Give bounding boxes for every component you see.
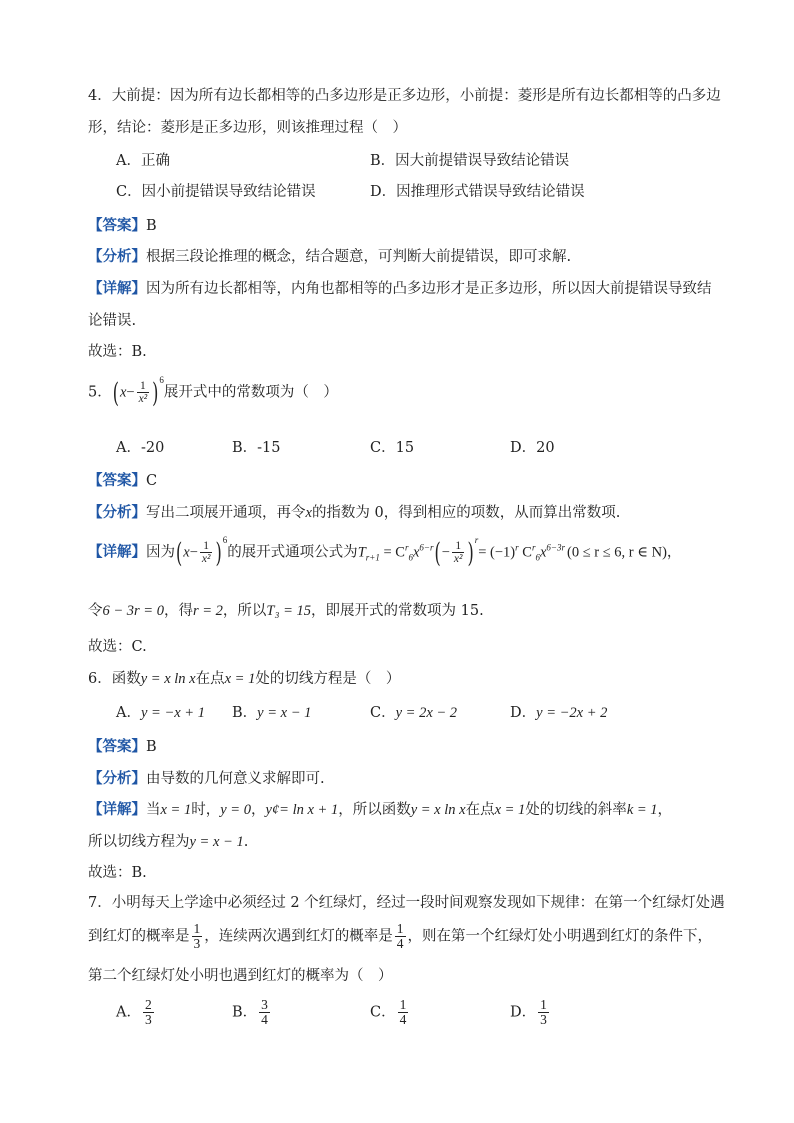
analysis-text: 由导数的几何意义求解即可. [146, 771, 325, 787]
fraction-denominator: x² [453, 553, 463, 566]
q7-option-d [510, 998, 551, 1027]
q6-stem-text-2: 在点 [195, 671, 225, 687]
q6-detail-line2 [88, 830, 248, 851]
detail-text: 所以切线方程为 [88, 834, 190, 850]
paren-open: ( [176, 536, 183, 569]
q4-conclusion: 故选：B. [88, 344, 147, 360]
q7-stem-line3: 第二个红绿灯处小明也遇到红灯的概率为（ ） [88, 968, 393, 984]
fraction-numerator: 1 [396, 921, 404, 936]
detail-fraction [200, 540, 213, 565]
answer-tag: 【答案】 [88, 217, 146, 234]
q6-detail-line1 [88, 798, 672, 819]
q6-answer [88, 735, 157, 756]
option-label: D． [510, 705, 537, 721]
detail-text-2: 的展开式通项公式为 [227, 544, 358, 561]
paren-open: ( [434, 536, 441, 569]
formula-x2-exp: 6−3r [546, 542, 565, 553]
analysis-tag: 【分析】 [88, 504, 146, 521]
step-text-4: ，即展开式的常数项为 15. [311, 603, 484, 619]
detail-eq: y = x − 1 [189, 834, 244, 850]
q5-stem-text: 展开式中的常数项为（ ） [163, 384, 338, 401]
fraction-denominator: 3 [144, 1012, 152, 1028]
formula-minus: − [441, 544, 450, 561]
q7-text: 到红灯的概率是 [88, 928, 190, 945]
detail-text-6: 处的切线的斜率 [525, 802, 627, 818]
fraction-denominator: 4 [396, 936, 404, 952]
formula-rhs: = (−1) [478, 544, 516, 561]
q6-option-b [232, 701, 311, 722]
formula-c-sup: r [404, 542, 409, 553]
detail-tag: 【详解】 [88, 280, 146, 297]
fraction-denominator: 4 [399, 1012, 407, 1028]
fraction-denominator: x² [138, 393, 148, 406]
q7-text-2: ，连续两次遇到红灯的概率是 [204, 928, 393, 945]
detail-text-5: 在点 [465, 802, 495, 818]
option-expr: y = −2x + 2 [536, 705, 608, 721]
detail-text-2: . [243, 834, 249, 850]
option-fraction [143, 998, 154, 1027]
answer-value: B [146, 739, 157, 755]
option-fraction [259, 998, 270, 1027]
analysis-text-2: 的指数为 0，得到相应的项数，从而算出常数项. [311, 505, 621, 521]
q5-fraction [137, 380, 150, 405]
fraction-numerator: 1 [140, 380, 146, 392]
detail-tag: 【详解】 [88, 543, 146, 561]
fraction-numerator: 1 [455, 540, 462, 552]
fraction-denominator: 4 [261, 1012, 268, 1028]
q6-option-c [370, 701, 457, 722]
formula-c2-sub: 6 [535, 552, 540, 563]
paren-open: ( [112, 376, 119, 409]
q5-number: 5． [88, 384, 112, 401]
formula-c2-sup: r [531, 542, 536, 553]
detail-text: 当 [146, 802, 161, 818]
q5-detail-line1 [88, 534, 682, 569]
formula-fraction [452, 540, 465, 565]
answer-tag: 【答案】 [88, 738, 146, 755]
q6-stem-text-3: 处的切线方程是（ ） [255, 671, 401, 687]
q4-stem-line1: 4．大前提：因为所有边长都相等的凸多边形是正多边形，小前提：菱形是所有边长都相等的凸多边 [88, 88, 721, 104]
analysis-text: 写出二项展开通项，再令 [146, 505, 306, 521]
option-fraction [538, 998, 549, 1027]
q7-text-3: ，则在第一个红绿灯处小明遇到红灯的条件下， [407, 928, 712, 945]
q5-option-b: B．-15 [232, 440, 281, 456]
detail-text-7: ， [657, 802, 673, 818]
q5-option-d: D．20 [510, 440, 555, 456]
detail-x1: x = 1 [160, 802, 192, 818]
formula-cond: (0 ≤ r ≤ 6, r ∈ N)， [566, 544, 682, 561]
detail-x: x [183, 544, 190, 561]
q5-analysis [88, 501, 620, 522]
q4-option-a: A．正确 [116, 153, 170, 169]
fraction-denominator: 3 [540, 1012, 547, 1028]
q6-option-d [510, 701, 607, 722]
q7-fraction-1 [192, 922, 203, 951]
step-text-3: ，所以 [222, 603, 267, 619]
detail-minus: − [189, 544, 198, 561]
option-expr: y = 2x − 2 [395, 705, 458, 721]
q7-option-a [116, 998, 156, 1027]
formula-c2: C [518, 544, 532, 561]
q6-func: y = x ln x [140, 671, 196, 687]
q5-option-c: C．15 [370, 440, 415, 456]
q6-analysis [88, 767, 325, 788]
analysis-text: 根据三段论推理的概念，结合题意，可判断大前提错误，即可求解. [146, 249, 572, 265]
q7-option-b [232, 998, 272, 1027]
option-label: C． [370, 705, 396, 721]
analysis-var: x [305, 505, 312, 521]
formula-x2: x [539, 544, 547, 561]
option-label: A． [116, 705, 141, 721]
detail-text-2: 时， [191, 802, 221, 818]
q5-exponent: 6 [159, 374, 164, 385]
q5-conclusion: 故选：C. [88, 639, 147, 655]
q5-answer [88, 469, 157, 490]
option-fraction [398, 998, 409, 1027]
detail-exponent: 6 [222, 534, 228, 545]
analysis-tag: 【分析】 [88, 770, 146, 787]
formula-c-sub: 6 [408, 552, 413, 563]
option-label: D． [510, 1004, 537, 1021]
detail-deriv: y¢= ln x + 1 [265, 802, 339, 818]
formula-eq: = C [379, 544, 405, 561]
fraction-denominator: x² [201, 553, 211, 566]
q4-stem-line2: 形，结论：菱形是正多边形，则该推理过程（ ） [88, 120, 407, 136]
detail-tag: 【详解】 [88, 801, 146, 818]
detail-text: 因为所有边长都相等，内角也都相等的凸多边形才是正多边形，所以因大前提错误导致结 [146, 281, 712, 297]
q5-stem [88, 374, 338, 409]
detail-y0: y = 0 [220, 802, 251, 818]
q4-option-c: C．因小前提错误导致结论错误 [116, 184, 316, 200]
option-expr: y = x − 1 [257, 705, 312, 721]
analysis-tag: 【分析】 [88, 248, 146, 265]
step-text: 令 [88, 603, 103, 619]
q4-detail-line1 [88, 277, 712, 298]
q6-option-a [116, 701, 205, 722]
q7-stem-line1: 7．小明每天上学途中必须经过 2 个红绿灯，经过一段时间观察发现如下规律：在第一个红绿灯处遇 [88, 895, 725, 911]
q6-point: x = 1 [224, 671, 256, 687]
q7-stem-line2 [88, 922, 712, 951]
q6-stem-text: 6．函数 [88, 671, 141, 687]
formula-t: T [357, 544, 366, 561]
option-label: B． [232, 1004, 258, 1021]
q7-fraction-2 [395, 922, 406, 951]
answer-tag: 【答案】 [88, 472, 146, 489]
detail-func: y = x ln x [410, 802, 466, 818]
fraction-numerator: 1 [399, 997, 407, 1012]
fraction-numerator: 1 [193, 921, 201, 936]
step-eq1: 6 − 3r = 0 [102, 603, 164, 619]
q6-conclusion: 故选：B. [88, 865, 147, 881]
fraction-denominator: 3 [193, 936, 201, 952]
formula-r-exp: r [474, 534, 479, 545]
formula-x: x [412, 544, 420, 561]
q4-answer [88, 214, 157, 235]
option-label: C． [370, 1004, 396, 1021]
fraction-numerator: 1 [540, 997, 547, 1012]
answer-value: C [146, 473, 158, 489]
detail-text-3: ， [250, 802, 266, 818]
q5-minus: − [126, 384, 135, 401]
detail-text: 因为 [146, 544, 175, 561]
q5-x: x [119, 384, 127, 401]
option-expr: y = −x + 1 [140, 705, 205, 721]
formula-x-exp: 6−r [419, 542, 434, 553]
q4-analysis [88, 245, 571, 266]
q6-stem [88, 667, 400, 688]
fraction-numerator: 2 [144, 997, 152, 1012]
answer-value: B [146, 218, 157, 234]
detail-pt: x = 1 [494, 802, 526, 818]
detail-k: k = 1 [626, 802, 658, 818]
paren-close: ) [215, 536, 222, 569]
q4-option-b: B．因大前提错误导致结论错误 [370, 153, 570, 169]
step-text-2: ，得 [163, 603, 193, 619]
paren-close: ) [152, 376, 159, 409]
formula-t-sub: r+1 [365, 552, 380, 563]
option-label: B． [232, 705, 258, 721]
q7-option-c [370, 998, 410, 1027]
option-label: A． [116, 1004, 141, 1021]
step-eq2: r = 2 [192, 603, 223, 619]
q4-option-d: D．因推理形式错误导致结论错误 [370, 184, 585, 200]
q5-detail-line2 [88, 599, 484, 620]
formula-rhs-sup: r [515, 542, 519, 553]
q5-option-a: A．-20 [116, 440, 165, 456]
step-eq3: T₃ = 15 [266, 603, 312, 619]
fraction-numerator: 3 [261, 997, 268, 1012]
fraction-numerator: 1 [203, 540, 210, 552]
q4-detail-line2: 论错误. [88, 313, 137, 329]
detail-text-4: ，所以函数 [338, 802, 411, 818]
paren-close: ) [467, 536, 474, 569]
